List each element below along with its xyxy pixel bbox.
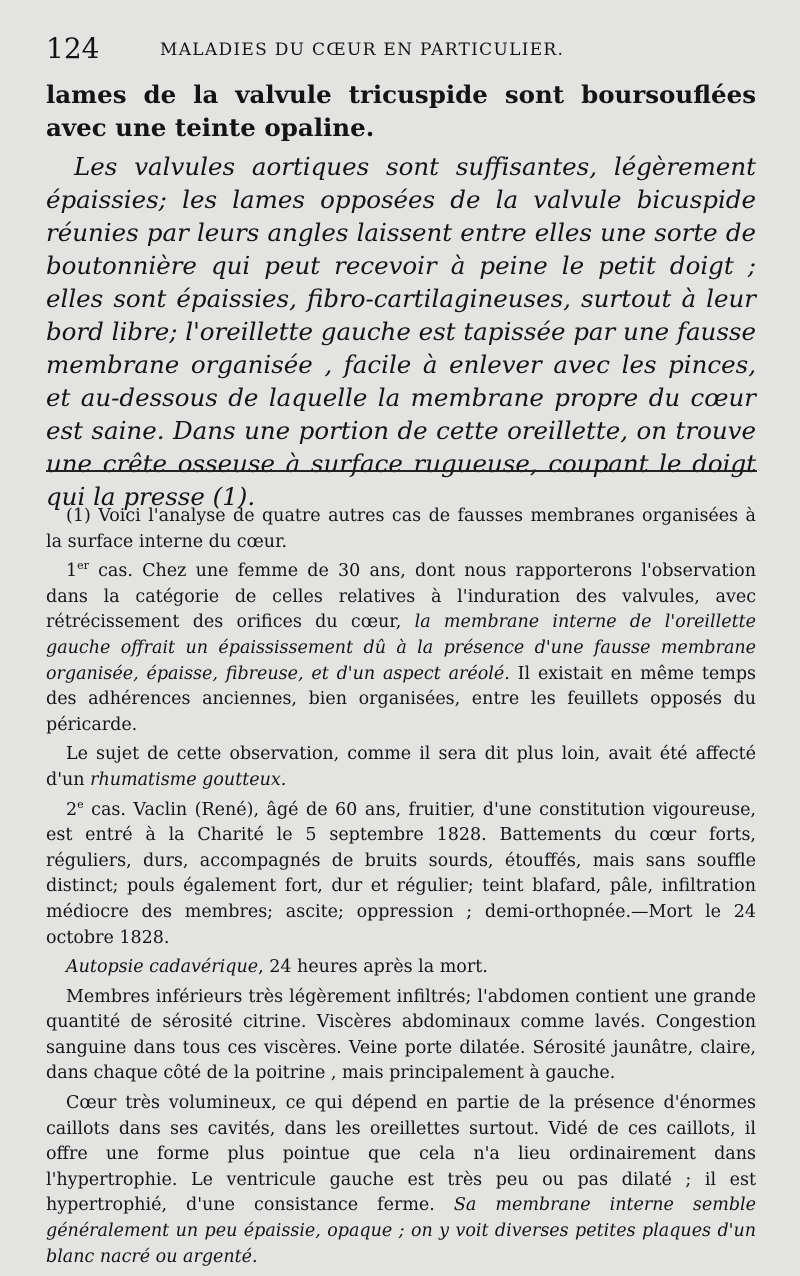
running-title: MALADIES DU CŒUR EN PARTICULIER. (160, 40, 565, 60)
case-1-text-end: Il existait en même temps des adhérences anciennes, bien organisées, entre les feuillets opposés du péricarde. (46, 663, 757, 735)
main-text (46, 78, 756, 513)
footnote-case-1 (46, 559, 756, 738)
page-number: 124 (46, 32, 100, 65)
autopsy-text: , 24 heures après la mort. (258, 957, 488, 978)
italic-paragraph: Les valvules aortiques sont suffisantes, légèrement épaissies; les lames opposées de la valvule bicuspide réunies par leurs angles laissent entre elles une sorte de boutonnière qui peut recevoir à peine le petit doigt ; elles sont épaissies, fibro-cartilagineuses, surtout à leur bord libre; l'oreillette gauche est tapissée par une fausse membrane organisée , facile à enlever avec les pinces, et au-dessous de laquelle la membrane propre du cœur est saine. Dans une portion de cette oreillette, on trouve une crête osseuse à surface rugueuse, coupant le doigt qui la presse (1). (46, 152, 756, 511)
heart-text: Cœur très volumineux, ce qui dépend en partie de la présence d'énormes caillots dans ses cavités, dans les oreillettes surtout. Vidé de ces caillots, il offre une forme plus pointue que cela n'a lieu ordinairement dans l'hypertrophie. Le ventricule gauche est très peu ou pas dilaté ; il est hypertrophié, d'une consistance ferme. (46, 1093, 756, 1216)
page-header (46, 34, 756, 64)
footnotes (46, 504, 756, 1274)
case-2-ordinal: e (77, 797, 84, 811)
case-1-number: 1 (66, 561, 78, 582)
case-1-text: cas. Chez une femme de 30 ans, dont nous rapporterons l'observation dans la catégorie de celles relatives à l'induration des valvules, avec rétrécissement des orifices du cœur, (46, 561, 756, 633)
subject-text: Le sujet de cette observation, comme il sera dit plus loin, avait été affecté d'un (46, 744, 756, 790)
heart-italic: Sa membrane interne semble généralement un peu épaissie, opaque ; on y voit diverses petites plaques d'un blanc nacré ou argenté. (46, 1195, 756, 1267)
footnote-heart (46, 1091, 756, 1270)
case-2-text: cas. Vaclin (René), âgé de 60 ans, fruitier, d'une constitution vigoureuse, est entré à la Charité le 5 septembre 1828. Battements du cœur forts, réguliers, durs, accompagnés de bruits sourds, étouffés, mais sans souffle distinct; pouls également fort, dur et régulier; teint blafard, pâle, infiltration médiocre des membres; ascite; oppression ; demi-orthopnée.—Mort le 24 octobre 1828. (46, 799, 756, 948)
case-1-italic: la membrane interne de l'oreillette gauche offrait un épaississement dû à la présence d'une fausse membrane organisée, épaisse, fibreuse, et d'un aspect aréolé. (46, 612, 756, 684)
lead-paragraph: lames de la valvule tricuspide sont boursouflées avec une teinte opaline. (46, 80, 756, 142)
footnote-subject (46, 742, 756, 793)
subject-italic: rhumatisme goutteux. (90, 769, 287, 790)
autopsy-italic: Autopsie cadavérique (66, 957, 259, 978)
case-1-ordinal: er (77, 559, 89, 573)
footnote-autopsy (46, 955, 756, 981)
footnote-members: Membres inférieurs très légèrement infiltrés; l'abdomen contient une grande quantité de sérosité citrine. Viscères abdominaux comme lavés. Congestion sanguine dans tous ces viscères. Veine porte dilatée. Sérosité jaunâtre, claire, dans chaque côté de la poitrine , mais principalement à gauche. (46, 986, 756, 1084)
footnote-case-2 (46, 798, 756, 952)
case-2-number: 2 (66, 799, 78, 820)
footnote-intro: (1) Voici l'analyse de quatre autres cas de fausses membranes organisées à la surface interne du cœur. (46, 506, 756, 552)
footnote-rule (46, 470, 757, 472)
